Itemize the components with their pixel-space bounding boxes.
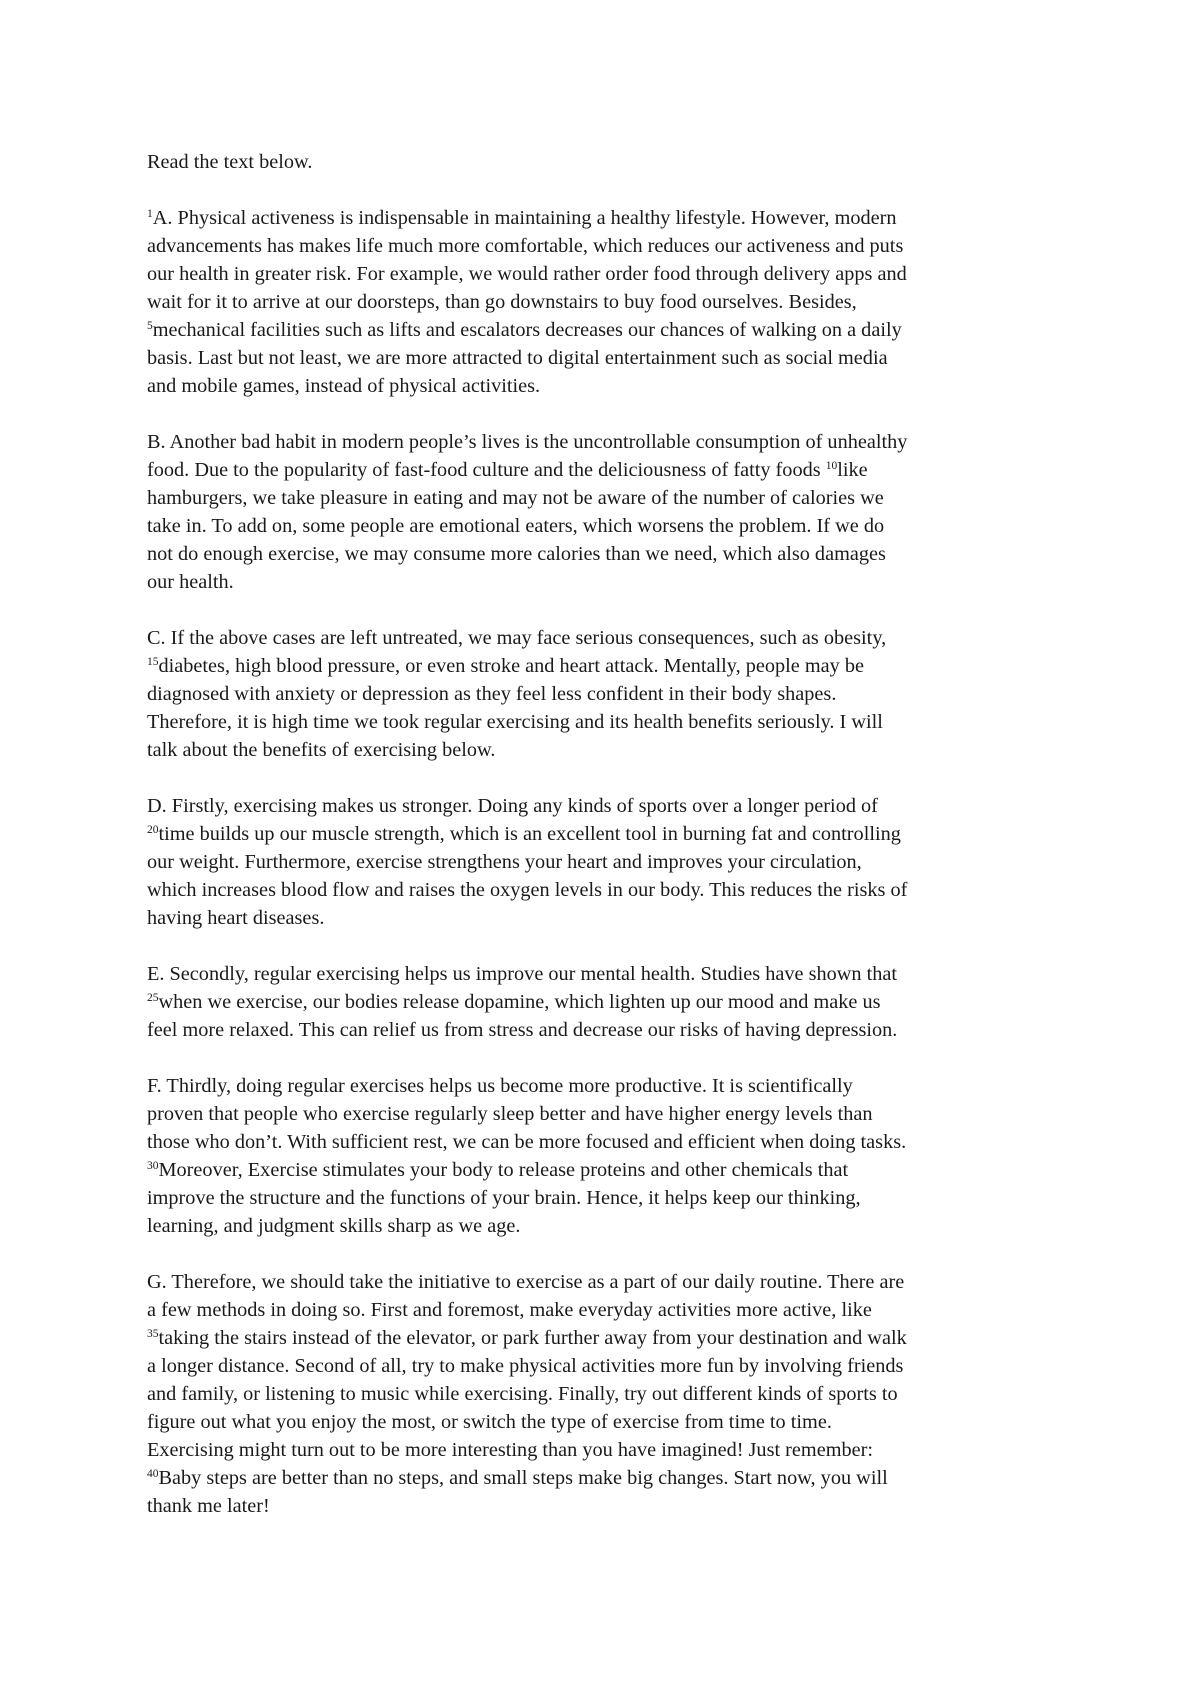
line-text: time builds up our muscle strength, which is an excellent tool in burning fat and controlling [158, 823, 901, 845]
passage-line [147, 316, 1067, 344]
line-number: 30 [147, 1160, 159, 1172]
passage-line [147, 512, 1067, 540]
passage-line [147, 428, 1067, 456]
line-text: wait for it to arrive at our doorsteps, than go downstairs to buy food ourselves. Besides, [147, 291, 857, 313]
passage-line [147, 820, 1067, 848]
passage-line [147, 1156, 1067, 1184]
line-text: talk about the benefits of exercising below. [147, 739, 496, 761]
line-text: mechanical facilities such as lifts and escalators decreases our chances of walking on a daily [152, 319, 902, 341]
line-text: Baby steps are better than no steps, and small steps make big changes. Start now, you will [158, 1467, 888, 1489]
passage-line [147, 1492, 1067, 1520]
passage-line [147, 988, 1067, 1016]
line-text: C. If the above cases are left untreated, we may face serious consequences, such as obesity, [147, 627, 887, 649]
passage-line [147, 960, 1067, 988]
passage-line [147, 792, 1067, 820]
passage-body [147, 204, 1067, 1520]
line-text: our health in greater risk. For example, we would rather order food through delivery apps and [147, 263, 907, 285]
line-number: 35 [147, 1328, 159, 1340]
passage-line [147, 876, 1067, 904]
passage-line [147, 568, 1067, 596]
line-text: having heart diseases. [147, 907, 325, 929]
line-text: food. Due to the popularity of fast-food culture and the deliciousness of fatty foods [147, 459, 826, 481]
passage-line [147, 1212, 1067, 1240]
passage-paragraph [147, 428, 1067, 596]
line-text: and mobile games, instead of physical activities. [147, 375, 541, 397]
line-text: when we exercise, our bodies release dopamine, which lighten up our mood and make us [158, 991, 881, 1013]
line-number: 10 [825, 460, 838, 472]
passage-line [147, 1072, 1067, 1100]
line-text: like [837, 459, 868, 481]
passage-line [147, 232, 1067, 260]
line-text: A. Physical activeness is indispensable in maintaining a healthy lifestyle. However, modern [152, 207, 897, 229]
passage-line [147, 624, 1067, 652]
line-text: Moreover, Exercise stimulates your body to release proteins and other chemicals that [158, 1159, 849, 1181]
line-text: which increases blood flow and raises the oxygen levels in our body. This reduces the risks of [147, 879, 908, 901]
passage-line [147, 1408, 1067, 1436]
passage-line [147, 288, 1067, 316]
line-text: figure out what you enjoy the most, or switch the type of exercise from time to time. [147, 1411, 832, 1433]
line-text: F. Thirdly, doing regular exercises helps us become more productive. It is scientifically [147, 1075, 853, 1097]
passage-line [147, 1016, 1067, 1044]
passage-line [147, 484, 1067, 512]
passage-line [147, 652, 1067, 680]
line-text: thank me later! [147, 1495, 270, 1517]
passage-paragraph [147, 1072, 1067, 1240]
reading-passage [147, 148, 1067, 1548]
line-text: feel more relaxed. This can relief us from stress and decrease our risks of having depression. [147, 1019, 898, 1041]
line-text: proven that people who exercise regularly sleep better and have higher energy levels than [147, 1103, 873, 1125]
line-number: 1 [147, 208, 153, 220]
line-text: hamburgers, we take pleasure in eating and may not be aware of the number of calories we [147, 487, 884, 509]
line-text: improve the structure and the functions of your brain. Hence, it helps keep our thinking, [147, 1187, 861, 1209]
line-text: not do enough exercise, we may consume more calories than we need, which also damages [147, 543, 886, 565]
line-text: and family, or listening to music while exercising. Finally, try out different kinds of sports to [147, 1383, 898, 1405]
passage-paragraph [147, 204, 1067, 400]
passage-line [147, 1100, 1067, 1128]
line-text: those who don’t. With sufficient rest, we can be more focused and efficient when doing tasks. [147, 1131, 907, 1153]
passage-line [147, 1268, 1067, 1296]
passage-line [147, 1436, 1067, 1464]
line-text: G. Therefore, we should take the initiative to exercise as a part of our daily routine. There are [147, 1271, 905, 1293]
passage-line [147, 708, 1067, 736]
line-text: our health. [147, 571, 234, 593]
passage-line [147, 1464, 1067, 1492]
passage-line [147, 848, 1067, 876]
line-number: 40 [147, 1468, 159, 1480]
passage-paragraph [147, 624, 1067, 764]
passage-paragraph [147, 960, 1067, 1044]
passage-line [147, 736, 1067, 764]
line-text: learning, and judgment skills sharp as we age. [147, 1215, 521, 1237]
passage-line [147, 204, 1067, 232]
line-text: B. Another bad habit in modern people’s lives is the uncontrollable consumption of unhealthy [147, 431, 908, 453]
passage-line [147, 1296, 1067, 1324]
passage-line [147, 1352, 1067, 1380]
line-text: advancements has makes life much more comfortable, which reduces our activeness and puts [147, 235, 904, 257]
line-text: diagnosed with anxiety or depression as they feel less confident in their body shapes. [147, 683, 837, 705]
passage-paragraph [147, 792, 1067, 932]
line-text: Exercising might turn out to be more interesting than you have imagined! Just remember: [147, 1439, 874, 1461]
passage-line [147, 372, 1067, 400]
line-number: 5 [147, 320, 153, 332]
line-text: take in. To add on, some people are emotional eaters, which worsens the problem. If we do [147, 515, 885, 537]
passage-line [147, 1184, 1067, 1212]
passage-line [147, 1380, 1067, 1408]
line-text: E. Secondly, regular exercising helps us improve our mental health. Studies have shown that [147, 963, 898, 985]
passage-line [147, 904, 1067, 932]
line-text: our weight. Furthermore, exercise strengthens your heart and improves your circulation, [147, 851, 862, 873]
line-text: basis. Last but not least, we are more attracted to digital entertainment such as social media [147, 347, 888, 369]
passage-paragraph [147, 1268, 1067, 1520]
passage-line [147, 1128, 1067, 1156]
passage-line [147, 456, 1067, 484]
passage-line [147, 680, 1067, 708]
passage-line [147, 344, 1067, 372]
line-text: a few methods in doing so. First and foremost, make everyday activities more active, like [147, 1299, 872, 1321]
line-text: D. Firstly, exercising makes us stronger. Doing any kinds of sports over a longer period of [147, 795, 878, 817]
line-number: 15 [147, 656, 159, 668]
passage-line [147, 1324, 1067, 1352]
line-text: a longer distance. Second of all, try to make physical activities more fun by involving friends [147, 1355, 904, 1377]
line-number: 20 [147, 824, 159, 836]
instruction-text: Read the text below. [147, 151, 313, 173]
line-text: Therefore, it is high time we took regular exercising and its health benefits seriously. I will [147, 711, 883, 733]
passage-line [147, 260, 1067, 288]
line-number: 25 [147, 992, 159, 1004]
passage-line [147, 540, 1067, 568]
line-text: taking the stairs instead of the elevator, or park further away from your destination and walk [158, 1327, 907, 1349]
line-text: diabetes, high blood pressure, or even stroke and heart attack. Mentally, people may be [158, 655, 864, 677]
